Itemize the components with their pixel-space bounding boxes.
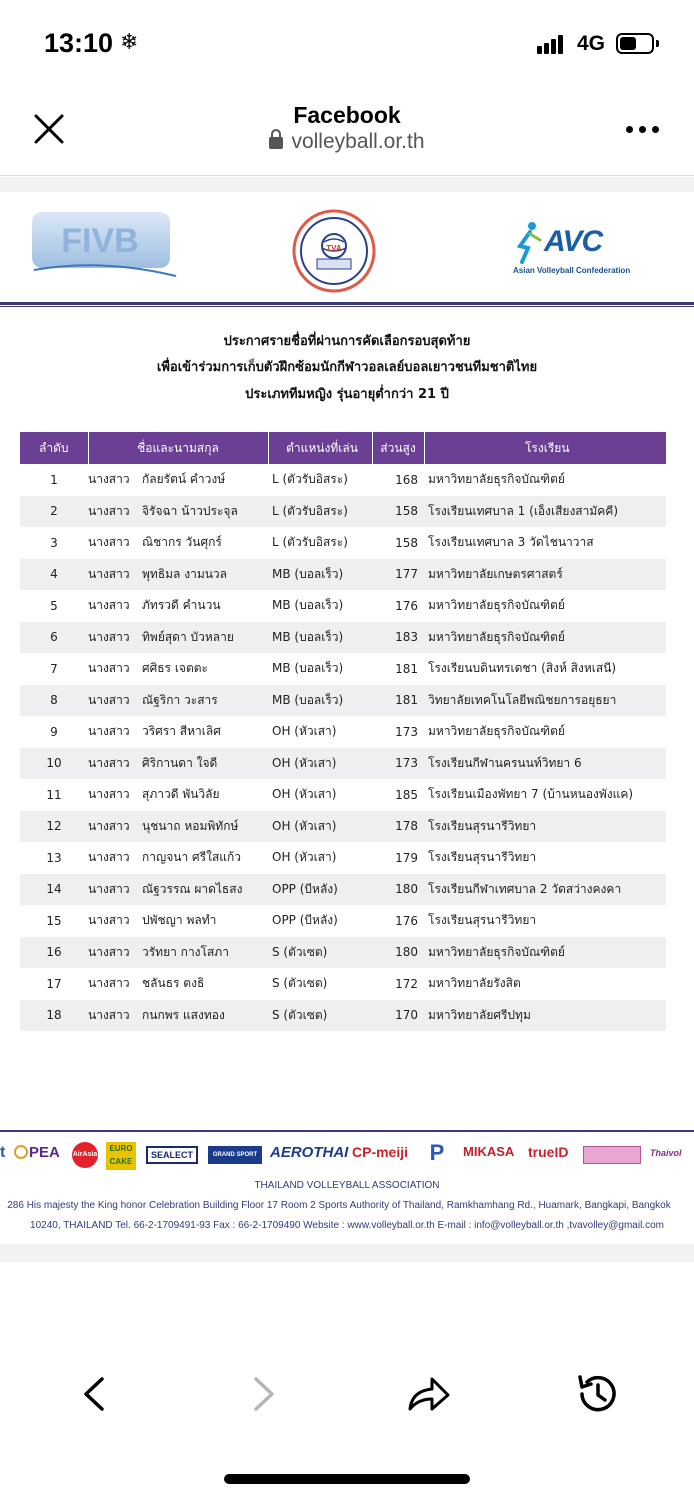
cell-title-prefix: นางสาว [88, 976, 130, 991]
cell-full-name: ปพัชญา พลทำ [142, 913, 217, 928]
cell-height: 180 [372, 874, 424, 906]
footer-org: THAILAND VOLLEYBALL ASSOCIATION [254, 1180, 440, 1191]
sponsor-logo: EURO CAKE [106, 1142, 136, 1170]
cell-school: มหาวิทยาลัยธุรกิจบัณฑิตย์ [424, 622, 666, 654]
cell-name [88, 653, 268, 685]
share-button[interactable] [406, 1371, 452, 1417]
cell-name [88, 937, 268, 969]
cell-height: 172 [372, 968, 424, 1000]
cell-full-name: ณิชากร วันศุกร์ [142, 535, 222, 550]
back-icon [72, 1371, 118, 1417]
footer-address-1: 286 His majesty the King honor Celebration Building Floor 17 Room 2 Sports Authority of Thailand, Ramkhamhang Rd., Huamark, Bangkapi, Bangkok [7, 1200, 671, 1211]
history-button[interactable] [574, 1371, 620, 1417]
cell-title-prefix: นางสาว [88, 692, 130, 707]
cell-no: 2 [20, 496, 88, 528]
cell-no: 11 [20, 779, 88, 811]
cell-position: OH (หัวเสา) [268, 779, 372, 811]
cell-height: 185 [372, 779, 424, 811]
cell-position: OH (หัวเสา) [268, 748, 372, 780]
cell-full-name: กาญจนา ศรีใสแก้ว [142, 850, 241, 865]
cell-name [88, 685, 268, 717]
cell-height: 181 [372, 685, 424, 717]
cell-height: 177 [372, 559, 424, 591]
sponsor-logo: t [0, 1144, 6, 1161]
cell-name [88, 779, 268, 811]
cell-full-name: ชลันธร ตงธิ [142, 976, 205, 991]
cell-position: OH (หัวเสา) [268, 842, 372, 874]
url-text: volleyball.or.th [291, 130, 425, 153]
bottom-toolbar [0, 1345, 694, 1445]
snowflake-icon: ❄ [120, 30, 139, 55]
sponsor-logo: PEA [14, 1144, 60, 1161]
header-height: ส่วนสูง [372, 432, 424, 464]
url-display[interactable] [0, 130, 694, 154]
cell-title-prefix: นางสาว [88, 566, 130, 581]
cell-name [88, 590, 268, 622]
cell-name [88, 874, 268, 906]
cell-title-prefix: นางสาว [88, 629, 130, 644]
roster-table [20, 432, 666, 1032]
status-bar [0, 0, 694, 88]
table-row [20, 716, 666, 748]
cell-name [88, 811, 268, 843]
sponsor-logo: GRAND SPORT [208, 1146, 262, 1164]
cell-position: MB (บอลเร็ว) [268, 685, 372, 717]
cell-height: 170 [372, 1000, 424, 1032]
cell-title-prefix: นางสาว [88, 913, 130, 928]
cell-school: โรงเรียนบดินทรเดชา (สิงห์ สิงหเสนี) [424, 653, 666, 685]
cell-position: S (ตัวเซต) [268, 968, 372, 1000]
header-name: ชื่อและนามสกุล [88, 432, 268, 464]
cell-full-name: ศิริกานดา ใจดี [142, 755, 218, 770]
cell-no: 13 [20, 842, 88, 874]
avc-logo-text: AVC [544, 225, 603, 258]
cell-school: มหาวิทยาลัยธุรกิจบัณฑิตย์ [424, 716, 666, 748]
sponsor-bar [0, 1140, 694, 1174]
page-title: Facebook [293, 102, 401, 128]
cell-height: 158 [372, 496, 424, 528]
header-divider-thin [0, 306, 694, 307]
cell-no: 18 [20, 1000, 88, 1032]
announcement-line-1: ประกาศรายชื่อที่ผ่านการคัดเลือกรอบสุดท้าย [223, 334, 471, 349]
cell-position: MB (บอลเร็ว) [268, 590, 372, 622]
cell-position: OPP (บีหลัง) [268, 905, 372, 937]
cell-position: S (ตัวเซต) [268, 1000, 372, 1032]
cell-no: 10 [20, 748, 88, 780]
table-body [20, 464, 666, 1031]
battery-tip [656, 40, 659, 47]
cell-full-name: ทิพย์สุดา บัวหลาย [142, 629, 234, 644]
cell-position: MB (บอลเร็ว) [268, 653, 372, 685]
cell-name [88, 716, 268, 748]
browser-header [0, 88, 694, 176]
cell-title-prefix: นางสาว [88, 755, 130, 770]
avc-logo-subtitle: Asian Volleyball Confederation [513, 266, 631, 275]
cell-no: 15 [20, 905, 88, 937]
cell-school: มหาวิทยาลัยศรีปทุม [424, 1000, 666, 1032]
cell-height: 173 [372, 716, 424, 748]
sponsor-logo [583, 1146, 641, 1164]
cell-height: 176 [372, 590, 424, 622]
cell-title-prefix: นางสาว [88, 598, 130, 613]
cell-full-name: ณัฐวรรณ ผาดไธสง [142, 881, 243, 896]
cell-no: 5 [20, 590, 88, 622]
table-row [20, 905, 666, 937]
table-row [20, 590, 666, 622]
cell-title-prefix: นางสาว [88, 787, 130, 802]
tva-logo-text: TVA [326, 244, 342, 253]
cell-title-prefix: นางสาว [88, 944, 130, 959]
cell-name [88, 622, 268, 654]
table-row [20, 496, 666, 528]
cell-full-name: กนกพร แสงทอง [142, 1007, 225, 1022]
cell-no: 8 [20, 685, 88, 717]
cell-title-prefix: นางสาว [88, 535, 130, 550]
cell-height: 179 [372, 842, 424, 874]
cell-no: 6 [20, 622, 88, 654]
cell-position: OPP (บีหลัง) [268, 874, 372, 906]
cell-height: 158 [372, 527, 424, 559]
footer-divider [0, 1130, 694, 1132]
cell-name [88, 496, 268, 528]
table-row [20, 811, 666, 843]
cell-school: โรงเรียนสุรนารีวิทยา [424, 811, 666, 843]
cell-full-name: ศศิธร เจตตะ [142, 661, 208, 676]
cell-position: MB (บอลเร็ว) [268, 622, 372, 654]
header-no: ลำดับ [20, 432, 88, 464]
table-row [20, 527, 666, 559]
cell-full-name: กัลยรัตน์ คำวงษ์ [142, 472, 226, 486]
sponsor-logo: CP-meiji [352, 1144, 409, 1160]
lock-icon [269, 137, 283, 149]
cell-title-prefix: นางสาว [88, 850, 130, 865]
cell-height: 168 [372, 464, 424, 496]
cell-name [88, 968, 268, 1000]
table-row [20, 559, 666, 591]
sponsor-logo: MIKASA [463, 1144, 515, 1159]
cell-school: โรงเรียนกีฬานครนนท์วิทยา 6 [424, 748, 666, 780]
cell-no: 17 [20, 968, 88, 1000]
cell-full-name: สุภาวดี พันวิลัย [142, 787, 220, 802]
battery-icon [616, 33, 654, 54]
header-divider [0, 302, 694, 305]
table-row [20, 874, 666, 906]
cell-position: OH (หัวเสา) [268, 811, 372, 843]
network-type: 4G [577, 32, 606, 55]
cell-school: วิทยาลัยเทคโนโลยีพณิชยการอยุธยา [424, 685, 666, 717]
cell-position: L (ตัวรับอิสระ) [268, 464, 372, 496]
table-row [20, 685, 666, 717]
table-row [20, 937, 666, 969]
share-icon [406, 1371, 452, 1417]
table-row [20, 748, 666, 780]
table-row [20, 464, 666, 496]
table-row [20, 1000, 666, 1032]
sponsor-logo: P [429, 1140, 445, 1165]
cell-name [88, 748, 268, 780]
cell-position: L (ตัวรับอิสระ) [268, 527, 372, 559]
cell-full-name: ณัฐริกา วะสาร [142, 692, 218, 707]
cell-school: มหาวิทยาลัยเกษตรศาสตร์ [424, 559, 666, 591]
sponsor-logo: AEROTHAI [270, 1144, 349, 1161]
cell-full-name: วรัทยา กางโสภา [142, 944, 229, 959]
cell-title-prefix: นางสาว [88, 724, 130, 739]
cell-school: มหาวิทยาลัยธุรกิจบัณฑิตย์ [424, 590, 666, 622]
cell-school: มหาวิทยาลัยธุรกิจบัณฑิตย์ [424, 464, 666, 496]
cell-name [88, 905, 268, 937]
cell-school: โรงเรียนเทศบาล 1 (เอ็งเสียงสามัคคี) [424, 496, 666, 528]
table-row [20, 842, 666, 874]
cell-school: โรงเรียนเมืองพัทยา 7 (บ้านหนองพังแค) [424, 779, 666, 811]
table-row [20, 653, 666, 685]
cell-no: 1 [20, 464, 88, 496]
sponsor-logo: AirAsia [72, 1142, 98, 1168]
cell-no: 3 [20, 527, 88, 559]
cell-name [88, 464, 268, 496]
cell-title-prefix: นางสาว [88, 1007, 130, 1022]
table-header-row [20, 432, 666, 464]
cell-school: โรงเรียนเทศบาล 3 วัดไชนาวาส [424, 527, 666, 559]
cell-title-prefix: นางสาว [88, 881, 130, 896]
cell-position: OH (หัวเสา) [268, 716, 372, 748]
cell-no: 16 [20, 937, 88, 969]
forward-button[interactable] [240, 1371, 286, 1417]
status-time: 13:10 [44, 28, 114, 58]
cell-name [88, 842, 268, 874]
cell-full-name: วริศรา สีหาเลิศ [142, 724, 221, 739]
footer-address-2: 10240, THAILAND Tel. 66-2-1709491-93 Fax : 66-2-1709490 Website : www.volleyball.or.th E-mail : info@volleyball.or.th ,tvavolley@gmail.com [30, 1220, 664, 1231]
cell-name [88, 1000, 268, 1032]
cell-height: 183 [372, 622, 424, 654]
cell-height: 173 [372, 748, 424, 780]
cell-height: 180 [372, 937, 424, 969]
history-icon [574, 1371, 620, 1417]
cell-school: มหาวิทยาลัยธุรกิจบัณฑิตย์ [424, 937, 666, 969]
cell-no: 7 [20, 653, 88, 685]
cell-full-name: ภัทรวดี คำนวน [142, 598, 221, 613]
header-position: ตำแหน่งที่เล่น [268, 432, 372, 464]
sponsor-logo: Thaivol [650, 1148, 682, 1158]
cell-name [88, 527, 268, 559]
cell-name [88, 559, 268, 591]
table-row [20, 779, 666, 811]
cell-school: มหาวิทยาลัยรังสิต [424, 968, 666, 1000]
cell-school: โรงเรียนสุรนารีวิทยา [424, 842, 666, 874]
cell-title-prefix: นางสาว [88, 472, 130, 486]
fivb-logo-text: FIVB [61, 222, 139, 260]
signal-icon [537, 34, 569, 54]
more-options-button[interactable] [624, 126, 660, 136]
header-school: โรงเรียน [424, 432, 666, 464]
cell-height: 178 [372, 811, 424, 843]
cell-no: 4 [20, 559, 88, 591]
cell-position: S (ตัวเซต) [268, 937, 372, 969]
back-button[interactable] [72, 1371, 118, 1417]
table-row [20, 622, 666, 654]
cell-title-prefix: นางสาว [88, 818, 130, 833]
cell-position: L (ตัวรับอิสระ) [268, 496, 372, 528]
sponsor-logo: trueID [528, 1144, 569, 1160]
cell-position: MB (บอลเร็ว) [268, 559, 372, 591]
cell-school: โรงเรียนกีฬาเทศบาล 2 วัดสว่างคงคา [424, 874, 666, 906]
cell-full-name: นุชนาถ หอมพิทักษ์ [142, 818, 239, 833]
cell-height: 181 [372, 653, 424, 685]
forward-icon [240, 1371, 286, 1417]
announcement-line-2: เพื่อเข้าร่วมการเก็บตัวฝึกซ้อมนักกีฬาวอลเลย์บอลเยาวชนทีมชาติไทย [156, 360, 538, 375]
fivb-logo [30, 210, 180, 282]
cell-height: 176 [372, 905, 424, 937]
cell-school: โรงเรียนสุรนารีวิทยา [424, 905, 666, 937]
home-indicator[interactable] [224, 1474, 470, 1484]
cell-no: 12 [20, 811, 88, 843]
announcement-line-3: ประเภททีมหญิง รุ่นอายุต่ำกว่า 21 ปี [245, 387, 449, 402]
cell-no: 9 [20, 716, 88, 748]
cell-full-name: พุทธิมล งามนวล [142, 566, 228, 581]
table-row [20, 968, 666, 1000]
sponsor-logo: SEALECT [146, 1146, 198, 1164]
cell-title-prefix: นางสาว [88, 661, 130, 676]
cell-title-prefix: นางสาว [88, 503, 130, 518]
cell-full-name: จิรัจฉา น้าวประจุล [142, 503, 238, 518]
cell-no: 14 [20, 874, 88, 906]
tva-logo [291, 208, 377, 294]
